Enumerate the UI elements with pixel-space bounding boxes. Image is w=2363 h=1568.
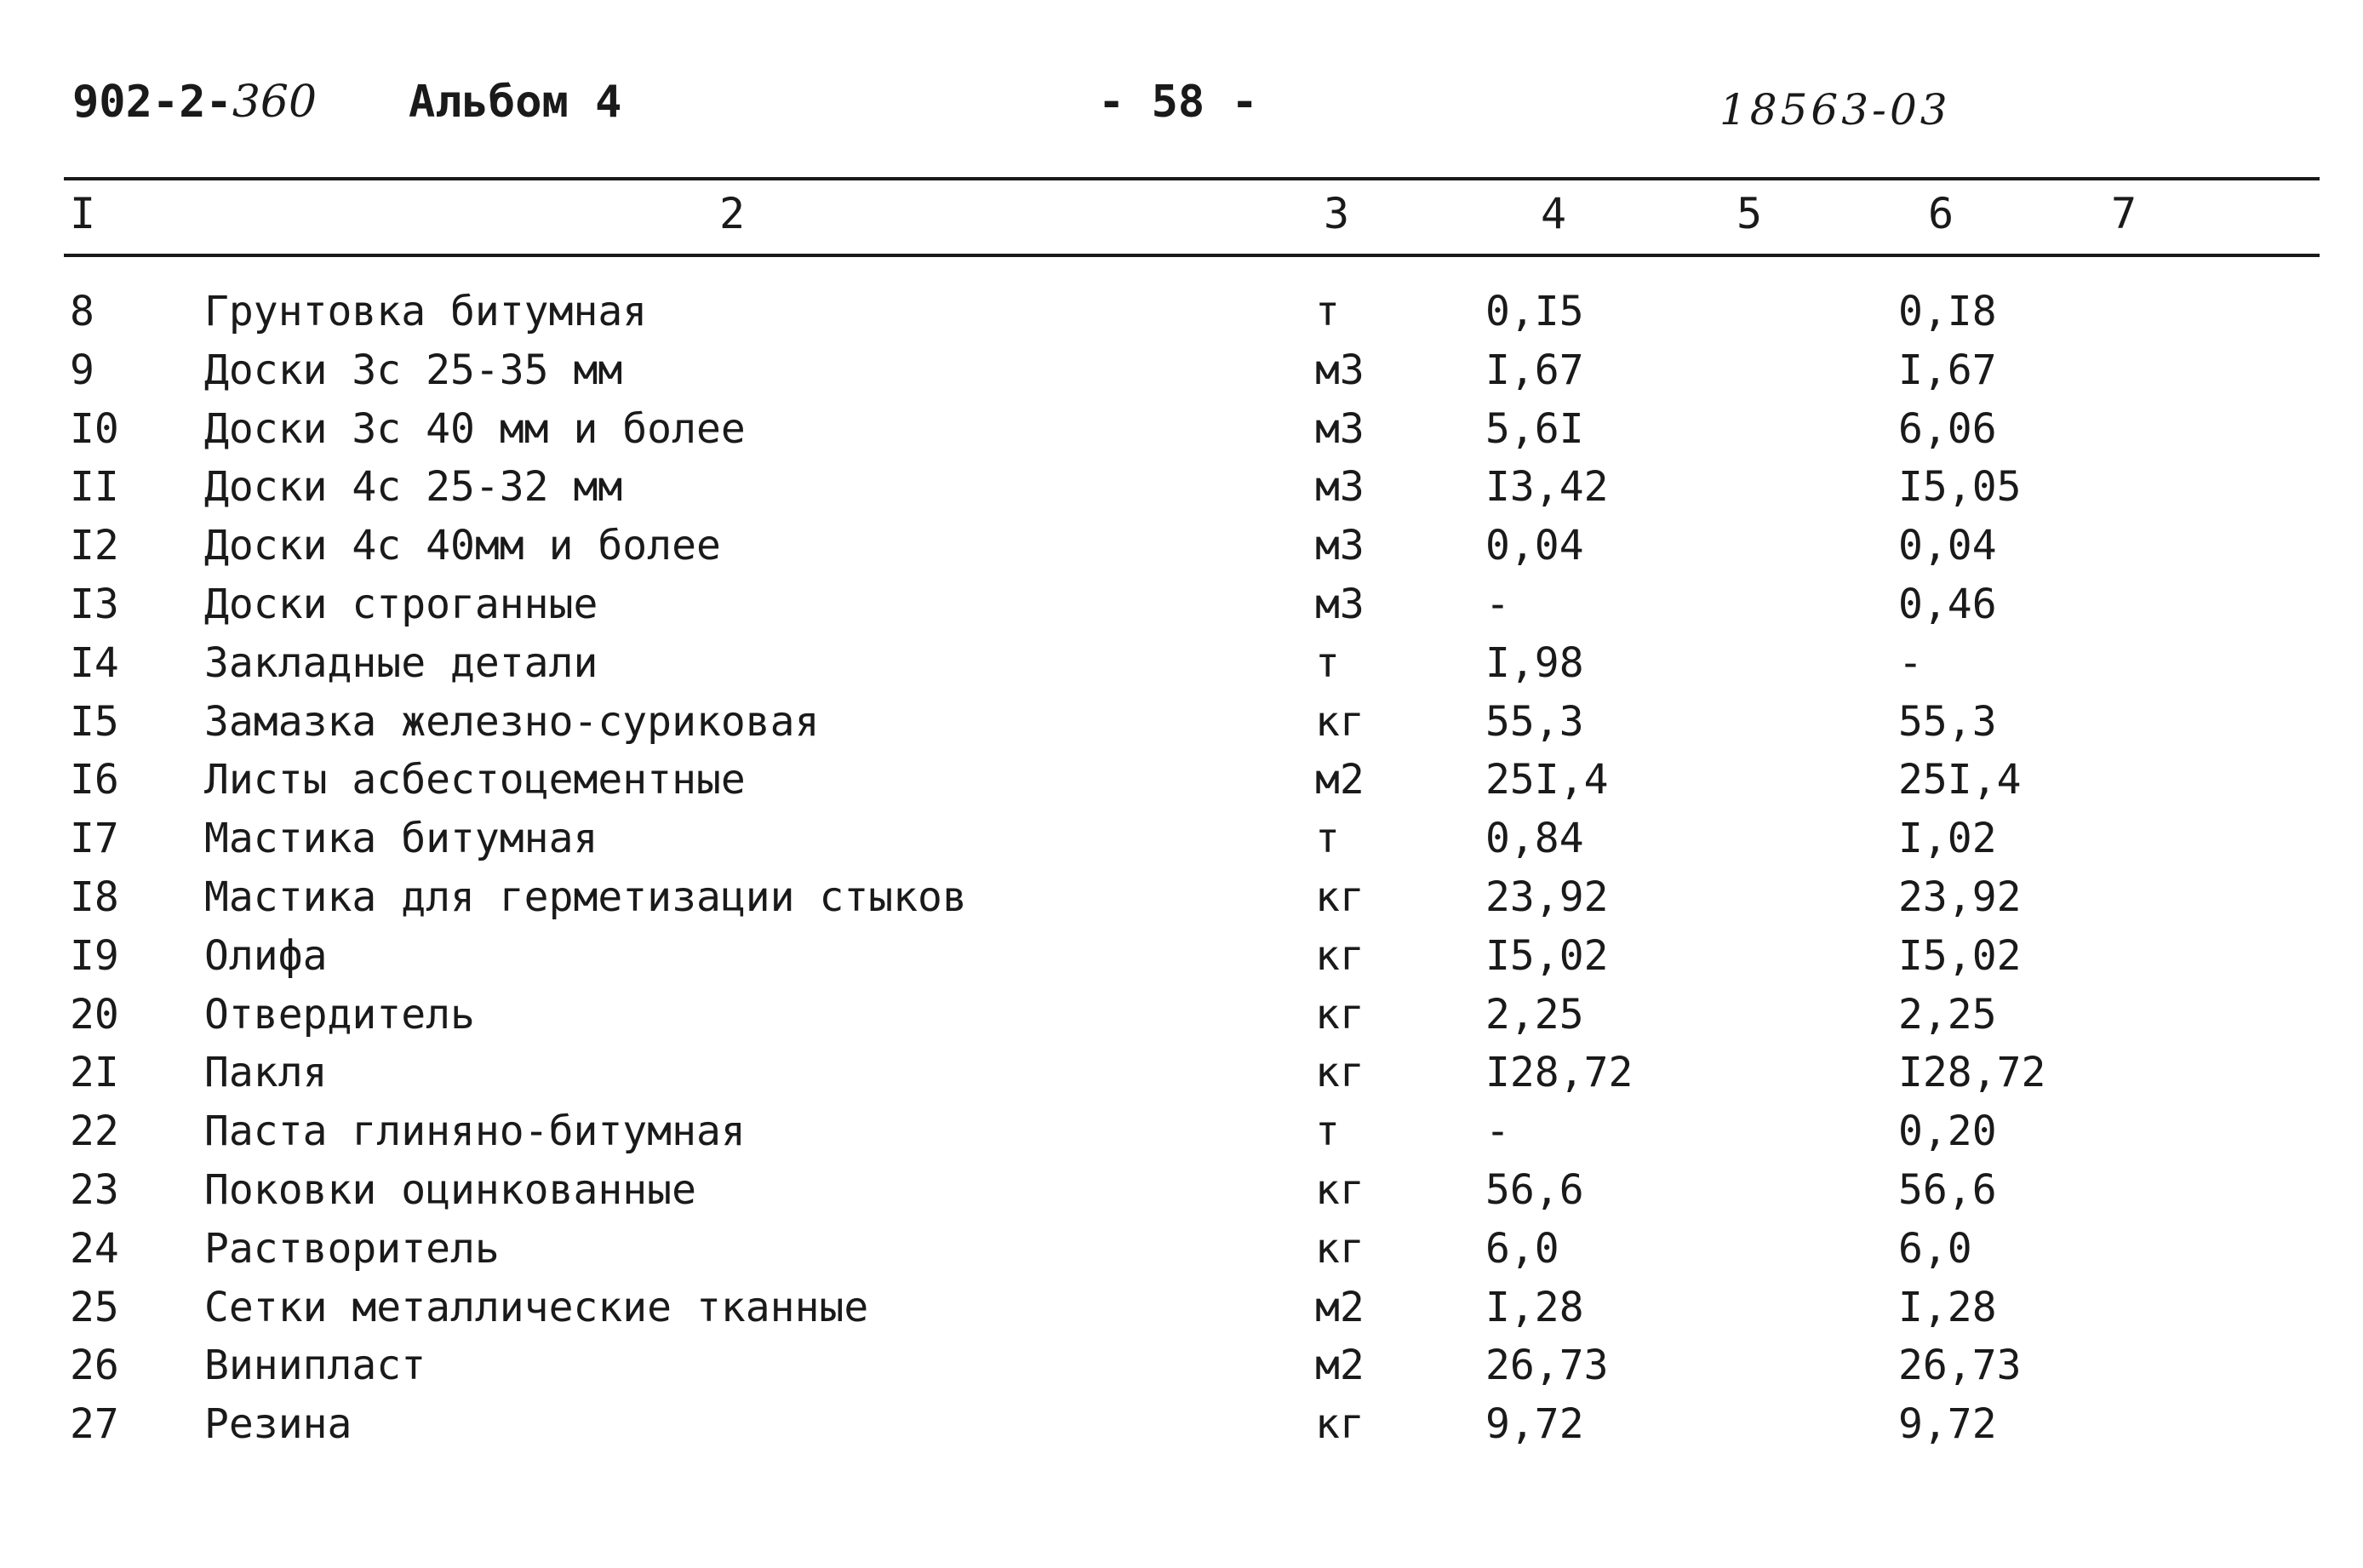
material-name: Поковки оцинкованные [204,1165,696,1214]
quantity-col6: 2,25 [1898,990,1997,1039]
table-row [0,1342,2363,1400]
quantity-col6: 55,3 [1898,697,1997,746]
column-header-5: 5 [1736,189,1763,238]
unit: кг [1315,697,1365,746]
column-header-4: 4 [1541,189,1567,238]
material-name: Доски 3с 25-35 мм [204,346,623,394]
row-number: 2I [70,1049,119,1097]
unit: м3 [1315,580,1365,628]
unit: кг [1315,1224,1365,1273]
quantity-col4: I3,42 [1485,463,1609,512]
material-name: Растворитель [204,1224,500,1273]
quantity-col6: 6,0 [1898,1224,1972,1273]
quantity-col6: I5,05 [1898,463,2022,512]
quantity-col4: - [1485,580,1510,628]
quantity-col4: 6,0 [1485,1224,1559,1273]
table-row [0,756,2363,815]
quantity-col6: I,02 [1898,815,1997,863]
unit: м3 [1315,522,1365,570]
table-row [0,639,2363,698]
quantity-col6: I,67 [1898,346,1997,394]
row-number: 9 [70,346,94,394]
material-name: Доски 4с 25-32 мм [204,463,623,512]
table-row [0,932,2363,991]
unit: т [1315,1107,1340,1156]
row-number: 24 [70,1224,119,1273]
row-number: I8 [70,873,119,921]
table-row [0,1284,2363,1342]
row-number: I7 [70,815,119,863]
unit: т [1315,288,1340,335]
row-number: 27 [70,1400,119,1449]
table-top-rule [64,177,2320,180]
table-row [0,1107,2363,1166]
material-name: Листы асбестоцементные [204,756,746,804]
quantity-col4: 25I,4 [1485,756,1609,804]
unit: м2 [1315,1283,1365,1331]
table-row [0,873,2363,932]
row-number: 23 [70,1165,119,1214]
quantity-col4: 0,04 [1485,522,1584,570]
row-number: I4 [70,638,119,687]
document-code [72,77,317,128]
table-row [0,288,2363,346]
quantity-col4: 56,6 [1485,1165,1584,1214]
table-row [0,581,2363,639]
quantity-col4: 0,I5 [1485,288,1584,335]
unit: т [1315,815,1340,863]
table-row [0,815,2363,873]
quantity-col4: 0,84 [1485,815,1584,863]
quantity-col6: 0,I8 [1898,288,1997,335]
quantity-col6: 0,46 [1898,580,1997,628]
table-row [0,1049,2363,1107]
table-header-rule [64,254,2320,257]
row-number: I3 [70,580,119,628]
quantity-col6: 26,73 [1898,1342,2022,1390]
material-name: Олифа [204,931,328,980]
material-name: Доски строганные [204,580,598,628]
quantity-col4: - [1485,1107,1510,1156]
unit: кг [1315,1165,1365,1214]
column-header-3: 3 [1324,189,1350,238]
column-header-7: 7 [2111,189,2137,238]
quantity-col4: I,67 [1485,346,1584,394]
row-number: II [70,463,119,512]
quantity-col4: I28,72 [1485,1049,1634,1097]
quantity-col4: I5,02 [1485,931,1609,980]
material-name: Мастика битумная [204,815,598,863]
quantity-col6: I5,02 [1898,931,2022,980]
material-name: Винипласт [204,1342,426,1390]
quantity-col6: 23,92 [1898,873,2022,921]
table-row [0,463,2363,522]
row-number: I6 [70,756,119,804]
unit: кг [1315,1049,1365,1097]
row-number: I0 [70,404,119,453]
column-header-6: 6 [1928,189,1954,238]
unit: кг [1315,931,1365,980]
material-name: Пакля [204,1049,328,1097]
page-number: - 58 - [1098,77,1258,128]
quantity-col4: 5,6I [1485,404,1584,453]
album-label: Альбом 4 [409,77,622,128]
material-name: Мастика для герметизации стыков [204,873,967,921]
unit: кг [1315,873,1365,921]
material-name: Закладные детали [204,638,598,687]
row-number: 8 [70,288,94,335]
quantity-col6: 0,04 [1898,522,1997,570]
quantity-col6: I28,72 [1898,1049,2046,1097]
material-name: Сетки металлические тканные [204,1283,869,1331]
material-name: Замазка железно-суриковая [204,697,820,746]
quantity-col4: 26,73 [1485,1342,1609,1390]
unit: м3 [1315,404,1365,453]
quantity-col4: 55,3 [1485,697,1584,746]
row-number: 26 [70,1342,119,1390]
unit: м3 [1315,463,1365,512]
row-number: I9 [70,931,119,980]
unit: кг [1315,990,1365,1039]
material-name: Резина [204,1400,352,1449]
quantity-col6: 25I,4 [1898,756,2022,804]
row-number: I5 [70,697,119,746]
quantity-col4: I,98 [1485,638,1584,687]
table-row [0,991,2363,1050]
material-name: Доски 4с 40мм и более [204,522,721,570]
quantity-col6: 6,06 [1898,404,1997,453]
quantity-col6: I,28 [1898,1283,1997,1331]
quantity-col6: 9,72 [1898,1400,1997,1449]
table-row [0,1225,2363,1284]
quantity-col6: 0,20 [1898,1107,1997,1156]
quantity-col4: 9,72 [1485,1400,1584,1449]
row-number: I2 [70,522,119,570]
material-name: Доски 3с 40 мм и более [204,404,746,453]
row-number: 20 [70,990,119,1039]
materials-table-body [0,288,2363,1459]
row-number: 25 [70,1283,119,1331]
quantity-col4: 23,92 [1485,873,1609,921]
unit: м2 [1315,756,1365,804]
table-row [0,1166,2363,1225]
material-name: Грунтовка битумная [204,288,648,335]
table-row [0,405,2363,464]
material-name: Паста глиняно-битумная [204,1107,746,1156]
document-code-suffix: 360 [232,77,318,128]
material-name: Отвердитель [204,990,475,1039]
column-header-2: 2 [719,189,746,238]
table-row [0,522,2363,581]
unit: кг [1315,1400,1365,1449]
quantity-col6: - [1898,638,1923,687]
column-header-1: I [70,189,96,238]
quantity-col4: I,28 [1485,1283,1584,1331]
table-row [0,698,2363,757]
unit: т [1315,638,1340,687]
row-number: 22 [70,1107,119,1156]
table-row [0,1400,2363,1459]
document-code-prefix: 902-2- [72,77,232,128]
unit: м3 [1315,346,1365,394]
quantity-col4: 2,25 [1485,990,1584,1039]
quantity-col6: 56,6 [1898,1165,1997,1214]
table-row [0,346,2363,405]
unit: м2 [1315,1342,1365,1390]
reference-number: 18563-03 [1719,85,1951,134]
